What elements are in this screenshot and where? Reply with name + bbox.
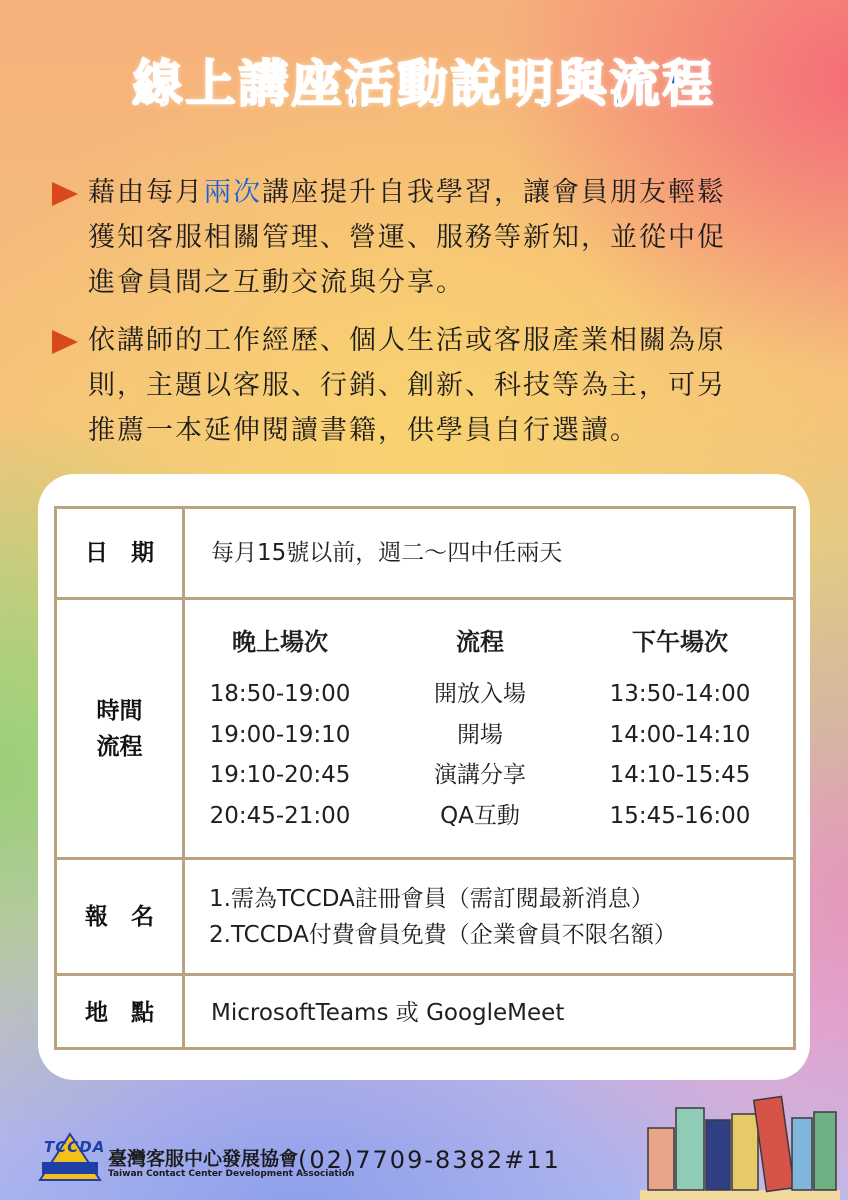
- afternoon-time: 15:45-16:00: [609, 802, 751, 829]
- flow-step: 開場: [457, 721, 503, 748]
- afternoon-time: 14:00-14:10: [609, 721, 751, 748]
- evening-time: 20:45-21:00: [209, 802, 351, 829]
- flow-column: [415, 622, 545, 836]
- location-value: MicrosoftTeams 或 GoogleMeet: [211, 1000, 565, 1026]
- org-name-en: Taiwan Contact Center Development Association: [108, 1169, 355, 1179]
- phone-number: (02)7709-8382#11: [298, 1146, 561, 1174]
- flow-step: 演講分享: [434, 762, 526, 788]
- signup-line: 1.需為TCCDA註冊會員（需訂閱最新消息）: [209, 885, 654, 912]
- arrow-icon: [52, 182, 78, 206]
- title-part1: 線上講座: [132, 55, 345, 113]
- logo-text: TCCDA: [44, 1138, 106, 1156]
- location-label: 地 點: [57, 976, 185, 1050]
- flow-step: 開放入場: [434, 681, 526, 707]
- table-row-location: [57, 973, 793, 1050]
- table-row-schedule: [57, 597, 793, 857]
- page-title: [0, 44, 848, 116]
- arrow-icon: [52, 330, 78, 354]
- signup-line: 2.TCCDA付費會員免費（企業會員不限名額）: [209, 921, 677, 948]
- afternoon-time: 13:50-14:00: [609, 681, 751, 707]
- date-value: 每月15號以前，週二～四中任兩天: [211, 540, 563, 566]
- evening-column: [205, 622, 355, 836]
- evening-time: 19:10-20:45: [209, 762, 351, 788]
- bullet-line: 依講師的工作經歷、個人生活或客服產業相關為原: [88, 325, 726, 356]
- bullet-line: 進會員間之互動交流與分享。: [88, 267, 465, 298]
- afternoon-column: [595, 622, 765, 836]
- evening-time: 18:50-19:00: [209, 681, 351, 707]
- title-part2: 活動說明與流程: [344, 55, 716, 113]
- books-illustration-icon: [640, 1090, 840, 1200]
- bullet-line: 獲知客服相關管理、營運、服務等新知，並從中促: [88, 222, 726, 253]
- bullet-line: 推薦一本延伸閱讀書籍，供學員自行選讀。: [88, 415, 639, 446]
- afternoon-header: 下午場次: [632, 628, 728, 656]
- table-row-signup: [57, 857, 793, 973]
- flow-header: 流程: [456, 628, 504, 656]
- date-label: 日 期: [57, 509, 185, 597]
- highlight-text: 兩次: [204, 177, 262, 208]
- evening-header: 晚上場次: [232, 628, 328, 656]
- signup-label: 報 名: [57, 860, 185, 973]
- table-row-date: [57, 509, 793, 597]
- schedule-label: 時間 流程: [57, 600, 185, 857]
- bullet-1: [52, 170, 792, 305]
- flow-step: QA互動: [440, 802, 520, 829]
- afternoon-time: 14:10-15:45: [609, 762, 751, 788]
- bullet-2: [52, 318, 792, 453]
- org-name-zh: 臺灣客服中心發展協會: [108, 1148, 299, 1170]
- bullet-line: 則，主題以客服、行銷、創新、科技等為主，可另: [88, 370, 726, 401]
- evening-time: 19:00-19:10: [209, 721, 351, 748]
- info-table: [54, 506, 796, 1050]
- schedule-grid: [185, 600, 793, 857]
- bullet-line: 藉由每月兩次講座提升自我學習，讓會員朋友輕鬆: [88, 177, 726, 208]
